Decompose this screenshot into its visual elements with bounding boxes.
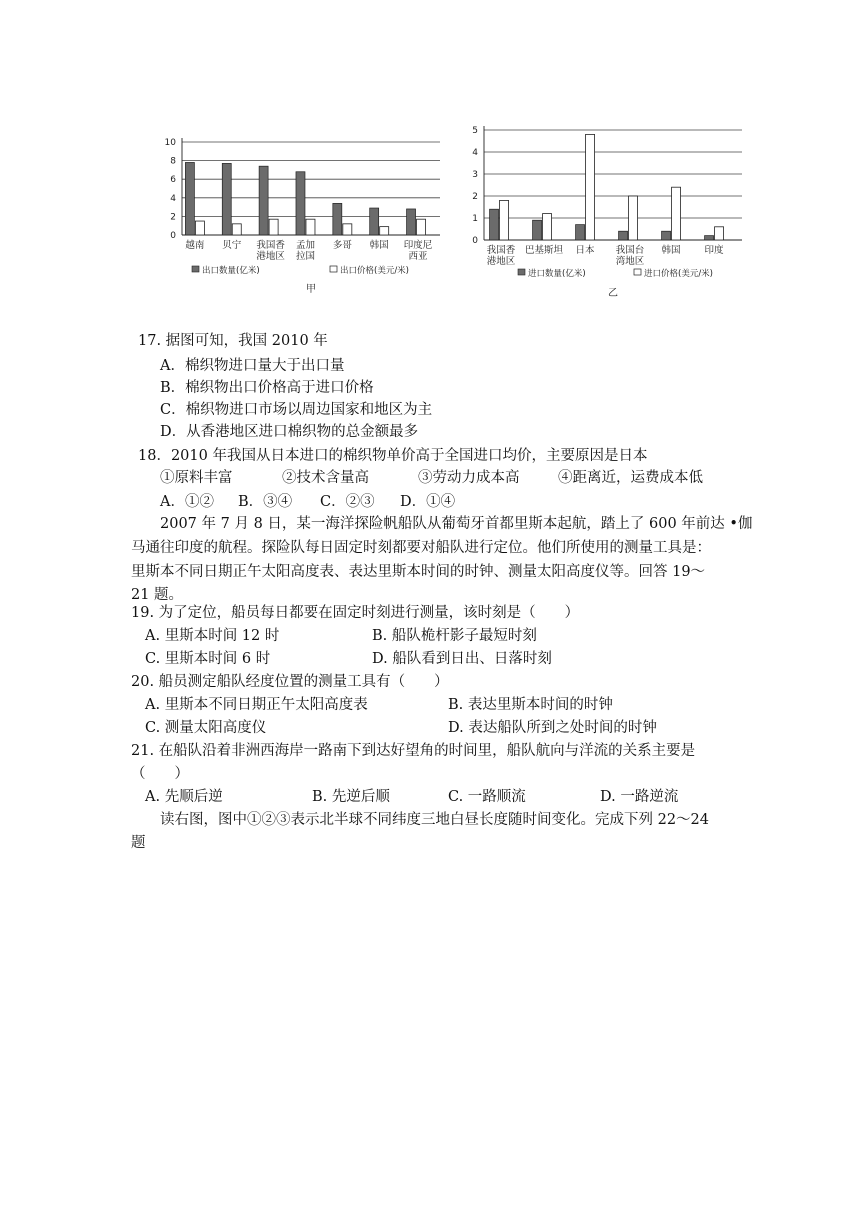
chart-title: 乙 [608,288,618,299]
bar-series-1 [705,236,714,240]
legend-label-series-1: 出口数量(亿米) [202,266,260,276]
bar-series-2 [586,134,595,240]
category-label: 拉国 [295,251,315,262]
bar-series-2 [629,196,638,240]
bar-series-1 [407,209,416,235]
legend-swatch-series-1 [192,266,199,272]
bar-series-1 [222,163,231,235]
bar-series-2 [500,200,509,240]
bar-series-1 [662,231,671,240]
passage-line-1: 2007 年 7 月 8 日，某一海洋探险帆船队从葡萄牙首都里斯本起航，踏上了 600 年前达 •伽 [160,516,753,532]
category-label: 越南 [185,240,205,251]
category-label: 我国香 [486,245,516,256]
q18-option-b[interactable]: B．③④ [238,494,293,510]
q18-item-2: ②技术含量高 [282,470,369,486]
legend-label-series-2: 出口价格(美元/米) [340,266,409,276]
legend-label-series-2: 进口价格(美元/米) [644,269,713,279]
legend-swatch-series-2 [634,269,641,275]
y-tick-label: 4 [472,148,478,158]
bar-series-1 [533,220,542,240]
q17-option-d[interactable]: D．从香港地区进口棉织物的总金额最多 [160,424,419,440]
legend-label-series-1: 进口数量(亿米) [528,269,586,279]
category-label: 巴基斯坦 [525,245,564,256]
q17-option-a[interactable]: A．棉织物进口量大于出口量 [160,358,345,374]
y-tick-label: 0 [170,231,176,241]
y-tick-label: 6 [170,175,176,186]
q18-stem: 18．2010 年我国从日本进口的棉织物单价高于全国进口均价，主要原因是日本 [138,448,648,464]
bar-series-1 [185,162,194,235]
passage-line-3: 里斯本不同日期正午太阳高度表、表达里斯本时间的时钟、测量太阳高度仪等。回答 19～ [131,564,706,580]
category-label: 韩国 [369,240,389,251]
q20-option-c[interactable]: C. 测量太阳高度仪 [145,720,267,736]
bar-series-2 [672,187,681,240]
category-label: 印度 [704,245,724,256]
category-label: 港地区 [256,251,285,262]
q19-stem: 19. 为了定位，船员每日都要在固定时刻进行测量，该时刻是（ ） [131,605,580,621]
legend-swatch-series-1 [518,269,525,275]
y-tick-label: 8 [170,156,176,167]
category-label: 韩国 [661,245,681,256]
category-label: 日本 [575,245,595,256]
chart-yi [462,118,752,300]
bar-series-2 [195,221,204,235]
q17-option-b[interactable]: B．棉织物出口价格高于进口价格 [160,380,374,396]
bar-series-2 [715,227,724,240]
q18-option-d[interactable]: D．①④ [400,494,456,510]
bar-series-1 [370,208,379,235]
category-label: 我国香 [256,240,285,251]
q19-option-a[interactable]: A. 里斯本时间 12 时 [145,628,280,644]
q21-option-b[interactable]: B. 先逆后顺 [312,789,390,805]
y-tick-label: 1 [472,214,478,224]
category-label: 贝宁 [222,240,242,251]
bar-series-2 [306,219,315,235]
bar-series-2 [380,227,389,235]
bar-series-1 [576,225,585,240]
y-tick-label: 2 [170,212,176,223]
q20-option-d[interactable]: D. 表达船队所到之处时间的时钟 [448,720,657,736]
bar-series-1 [619,231,628,240]
q18-item-4: ④距离近，运费成本低 [558,470,703,486]
bar-series-2 [417,219,426,235]
bar-series-2 [232,224,241,235]
q19-option-b[interactable]: B. 船队桅杆影子最短时刻 [372,628,537,644]
y-tick-label: 2 [472,192,478,202]
q20-stem: 20. 船员测定船队经度位置的测量工具有（ ） [131,674,449,690]
lead-line-2: 题 [131,835,146,851]
q19-option-c[interactable]: C. 里斯本时间 6 时 [145,651,271,667]
category-label: 湾地区 [615,256,645,267]
bar-series-1 [490,209,499,240]
q18-option-c[interactable]: C．②③ [320,494,375,510]
bar-series-2 [343,224,352,235]
y-tick-label: 10 [164,138,176,148]
passage-line-2: 马通往印度的航程。探险队每日固定时刻都要对船队进行定位。他们所使用的测量工具是： [131,540,711,556]
q18-item-3: ③劳动力成本高 [418,470,520,486]
legend-swatch-series-2 [330,266,337,272]
q21-option-c[interactable]: C. 一路顺流 [448,789,526,805]
q20-option-b[interactable]: B. 表达里斯本时间的时钟 [448,697,613,713]
category-label: 印度尼 [403,240,433,251]
bar-series-1 [259,166,268,235]
chart-title: 甲 [306,284,316,295]
chart-jia [150,130,450,300]
y-tick-label: 4 [170,193,176,204]
q20-option-a[interactable]: A. 里斯本不同日期正午太阳高度表 [145,697,368,713]
passage-line-4: 21 题。 [131,587,184,603]
category-label: 我国台 [615,245,645,256]
y-tick-label: 0 [472,236,478,246]
bar-series-1 [296,172,305,235]
q17-option-c[interactable]: C．棉织物进口市场以周边国家和地区为主 [160,402,433,418]
bar-series-1 [333,203,342,235]
q21-option-d[interactable]: D. 一路逆流 [600,789,679,805]
chart-jia-svg [150,130,450,300]
q17-stem: 17. 据图可知，我国 2010 年 [138,333,328,349]
q21-stem: 21. 在船队沿着非洲西海岸一路南下到达好望角的时间里，船队航向与洋流的关系主要是 [131,743,696,759]
q18-item-1: ①原料丰富 [160,470,233,486]
q21-option-a[interactable]: A. 先顺后逆 [145,789,223,805]
bar-series-2 [269,219,278,235]
category-label: 孟加 [295,240,315,251]
bar-series-2 [543,214,552,240]
y-tick-label: 3 [472,170,478,180]
category-label: 港地区 [486,256,516,267]
q18-option-a[interactable]: A．①② [160,494,214,510]
category-label: 多哥 [332,240,352,251]
lead-line-1: 读右图，图中①②③表示北半球不同纬度三地白昼长度随时间变化。完成下列 22～24 [160,812,710,828]
q19-option-d[interactable]: D. 船队看到日出、日落时刻 [372,651,552,667]
chart-yi-svg [462,118,752,300]
q21-paren: （ ） [131,766,189,782]
category-label: 西亚 [408,251,428,262]
y-tick-label: 5 [472,126,478,136]
